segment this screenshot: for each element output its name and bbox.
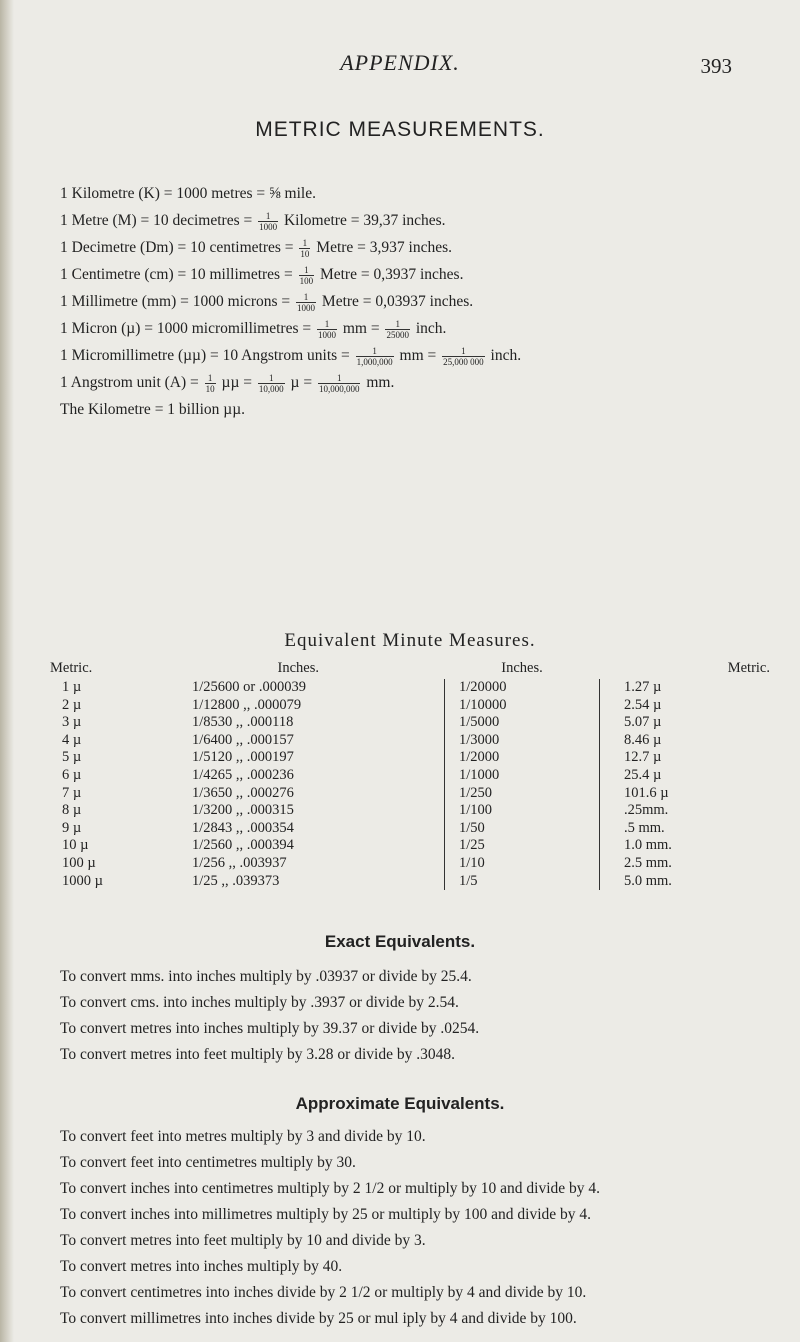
- table-row: [50, 785, 770, 803]
- header-metric-2: Metric.: [727, 660, 770, 676]
- fraction-denominator: 100: [299, 275, 314, 286]
- definition-text: Metre = 0,3937 inches.: [316, 266, 464, 283]
- table-cell: .25mm.: [600, 802, 771, 820]
- table-row: [50, 837, 770, 855]
- page-header: [0, 50, 800, 90]
- fraction-denominator: 10,000,000: [318, 383, 360, 394]
- fraction-denominator: 10: [300, 248, 310, 259]
- definition-text: 1 Kilometre (K) = 1000 metres = ⅝ mile.: [60, 185, 316, 202]
- conversion-rule: To convert centimetres into inches divide by 2 1/2 or multiply by 4 and divide by 10.: [60, 1284, 587, 1301]
- header-inches: Inches.: [277, 660, 319, 676]
- definition-text: inch.: [486, 347, 522, 364]
- definition-text: mm.: [362, 374, 395, 391]
- fraction-numerator: 1: [356, 346, 394, 357]
- page-edge: [0, 0, 14, 1342]
- table-cell: 1/2843 ,, .000354: [192, 819, 294, 836]
- fraction-denominator: 25000: [386, 329, 409, 340]
- definition-text: 1 Angstrom unit (A) =: [60, 374, 203, 391]
- fraction-denominator: 1000: [259, 221, 278, 232]
- table-cell: 1/6400 ,, .000157: [192, 731, 294, 748]
- table-cell: 6 µ: [62, 766, 82, 783]
- definition-line: [60, 261, 790, 288]
- header-inches-2: Inches.: [501, 660, 543, 676]
- table-cell: 1/25600 or .000039: [192, 679, 306, 695]
- table-cell: 2 µ: [62, 696, 82, 713]
- fraction-numerator: 1: [205, 373, 216, 384]
- table-cell: 1/20000: [445, 679, 600, 697]
- definition-line: [60, 207, 790, 234]
- fraction-numerator: 1: [258, 373, 285, 384]
- conversion-rule: To convert inches into centimetres multiply by 2 1/2 or multiply by 10 and divide by 4.: [60, 1180, 601, 1197]
- conversion-rule: To convert millimetres into inches divide by 25 or mul iply by 4 and divide by 100.: [60, 1310, 577, 1327]
- fraction: [296, 292, 316, 313]
- table-cell: 1000 µ: [62, 872, 103, 889]
- table-cell: 5.0 mm.: [600, 873, 771, 891]
- definition-text: mm =: [339, 320, 384, 337]
- fraction: [318, 373, 361, 394]
- table-row: [50, 802, 770, 820]
- table-cell: 1/5: [445, 873, 600, 891]
- table-row: [50, 767, 770, 785]
- fraction-numerator: 1: [318, 373, 361, 384]
- table-cell: 1/10000: [445, 697, 600, 715]
- conversion-rule: To convert feet into centimetres multiply by 30.: [60, 1154, 356, 1171]
- definition-text: µ =: [286, 374, 316, 391]
- table-row: [50, 820, 770, 838]
- definition-line: [60, 342, 790, 369]
- table-cell: 1/2000: [445, 749, 600, 767]
- conversion-rule: To convert metres into inches multiply by 40.: [60, 1258, 343, 1275]
- page-title: METRIC MEASUREMENTS.: [255, 118, 545, 141]
- fraction-denominator: 10,000: [258, 383, 284, 394]
- table-cell: 1/5000: [445, 714, 600, 732]
- table-cell: 9 µ: [62, 819, 82, 836]
- fraction: [299, 265, 315, 286]
- fraction: [258, 373, 285, 394]
- fraction: [258, 211, 278, 232]
- definition-text: The Kilometre = 1 billion µµ.: [60, 401, 246, 418]
- table-cell: 1/2560 ,, .000394: [192, 837, 294, 854]
- definition-text: 1 Micron (µ) = 1000 micromillimetres =: [60, 320, 315, 337]
- table-cell: 8 µ: [62, 802, 82, 819]
- table-body: [50, 679, 770, 890]
- header-metric: Metric.: [50, 660, 93, 676]
- conversion-rule: To convert feet into metres multiply by 3 and divide by 10.: [60, 1128, 426, 1145]
- table-row: [50, 749, 770, 767]
- conversion-rule: To convert cms. into inches multiply by .3937 or divide by 2.54.: [60, 994, 459, 1011]
- fraction-numerator: 1: [299, 238, 310, 249]
- fraction-numerator: 1: [442, 346, 485, 357]
- table-row: [50, 855, 770, 873]
- fraction: [442, 346, 485, 367]
- table-cell: 1/3650 ,, .000276: [192, 784, 294, 801]
- fraction-numerator: 1: [317, 319, 337, 330]
- definition-line: [60, 288, 790, 315]
- definition-text: Metre = 3,937 inches.: [312, 239, 453, 256]
- table-cell: 1/4265 ,, .000236: [192, 766, 294, 783]
- fraction-numerator: 1: [299, 265, 315, 276]
- table-cell: 2.5 mm.: [600, 855, 771, 873]
- conversion-rule: To convert mms. into inches multiply by .03937 or divide by 25.4.: [60, 968, 472, 985]
- definition-text: inch.: [411, 320, 447, 337]
- conversion-rule: To convert inches into millimetres multiply by 25 or multiply by 100 and divide by 4.: [60, 1206, 592, 1223]
- table-cell: 1/5120 ,, .000197: [192, 749, 294, 766]
- definition-text: Metre = 0,03937 inches.: [318, 293, 474, 310]
- fraction-denominator: 1000: [318, 329, 336, 340]
- definition-text: mm =: [395, 347, 441, 364]
- table-cell: 1/3000: [445, 732, 600, 750]
- table-cell: 5.07 µ: [600, 714, 771, 732]
- table-cell: .5 mm.: [600, 820, 771, 838]
- table-row: [50, 714, 770, 732]
- table-cell: 2.54 µ: [600, 697, 771, 715]
- conversion-rule: To convert metres into feet multiply by 10 and divide by 3.: [60, 1232, 426, 1249]
- table-cell: 10 µ: [62, 837, 89, 854]
- definition-line: [60, 396, 790, 423]
- fraction-numerator: 1: [258, 211, 278, 222]
- definition-text: µµ =: [217, 374, 256, 391]
- table-cell: 1/10: [445, 855, 600, 873]
- table-cell: 25.4 µ: [600, 767, 771, 785]
- definition-text: 1 Millimetre (mm) = 1000 microns =: [60, 293, 295, 310]
- table-row: [50, 679, 770, 697]
- table-cell: 101.6 µ: [600, 785, 771, 803]
- fraction-numerator: 1: [385, 319, 410, 330]
- conversion-rule: To convert metres into inches multiply by 39.37 or divide by .0254.: [60, 1020, 480, 1037]
- table-cell: 1/250: [445, 785, 600, 803]
- conversion-rule: To convert metres into feet multiply by 3.28 or divide by .3048.: [60, 1046, 455, 1063]
- exact-list: [60, 964, 770, 1068]
- table-cell: 1/256 ,, .003937: [192, 854, 287, 871]
- table-cell: 1.0 mm.: [600, 837, 771, 855]
- table-cell: 1/3200 ,, .000315: [192, 802, 294, 819]
- fraction: [385, 319, 410, 340]
- fraction: [356, 346, 394, 367]
- table-cell: 100 µ: [62, 854, 96, 871]
- equivalents-table-section: [50, 630, 770, 890]
- fraction-denominator: 10: [205, 383, 215, 394]
- fraction-denominator: 1000: [297, 302, 316, 313]
- fraction-numerator: 1: [296, 292, 316, 303]
- table-cell: 1/25 ,, .039373: [192, 872, 280, 889]
- table-cell: 1/8530 ,, .000118: [192, 714, 294, 731]
- approx-list: [60, 1124, 770, 1332]
- fraction: [317, 319, 337, 340]
- table-cell: 7 µ: [62, 784, 82, 801]
- running-head: APPENDIX.: [340, 50, 460, 75]
- definition-line: [60, 180, 790, 207]
- table-caption: Equivalent Minute Measures.: [284, 630, 536, 651]
- approx-heading: Approximate Equivalents.: [295, 1094, 505, 1113]
- table-cell: 1/1000: [445, 767, 600, 785]
- equivalents-table: [50, 660, 770, 890]
- definition-text: 1 Metre (M) = 10 decimetres =: [60, 212, 257, 229]
- table-cell: 4 µ: [62, 731, 82, 748]
- table-cell: 3 µ: [62, 714, 82, 731]
- definition-text: 1 Micromillimetre (µµ) = 10 Angstrom units =: [60, 347, 354, 364]
- definition-line: [60, 234, 790, 261]
- table-cell: 5 µ: [62, 749, 82, 766]
- table-cell: 8.46 µ: [600, 732, 771, 750]
- table-cell: 1 µ: [62, 679, 82, 695]
- exact-heading: Exact Equivalents.: [324, 932, 476, 951]
- table-cell: 1/100: [445, 802, 600, 820]
- fraction: [299, 238, 310, 259]
- table-cell: 1.27 µ: [600, 679, 771, 697]
- table-cell: 1/12800 ,, .000079: [192, 696, 302, 713]
- fraction-denominator: 25,000 000: [443, 356, 484, 367]
- table-header-row: [50, 660, 770, 679]
- page-number: 393: [700, 54, 732, 78]
- table-row: [50, 697, 770, 715]
- definition-text: 1 Centimetre (cm) = 10 millimetres =: [60, 266, 297, 283]
- fraction-denominator: 1,000,000: [356, 356, 393, 367]
- table-row: [50, 732, 770, 750]
- table-cell: 12.7 µ: [600, 749, 771, 767]
- table-cell: 1/50: [445, 820, 600, 838]
- definition-line: [60, 315, 790, 342]
- definition-text: 1 Decimetre (Dm) = 10 centimetres =: [60, 239, 298, 256]
- definition-line: [60, 369, 790, 396]
- fraction: [205, 373, 216, 394]
- definition-text: Kilometre = 39,37 inches.: [280, 212, 446, 229]
- table-row: [50, 873, 770, 891]
- table-cell: 1/25: [445, 837, 600, 855]
- definitions-list: [60, 180, 790, 423]
